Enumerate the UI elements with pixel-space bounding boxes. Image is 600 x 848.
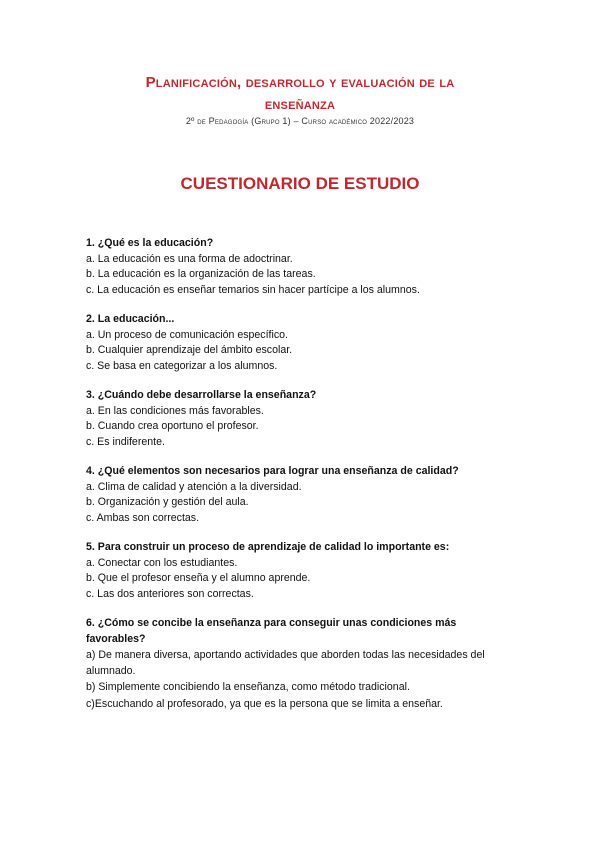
section-title: CUESTIONARIO DE ESTUDIO xyxy=(180,174,420,193)
question-2 xyxy=(86,312,516,374)
document-title xyxy=(40,72,560,116)
question-4 xyxy=(86,464,516,526)
answer-option: c. Es indiferente. xyxy=(86,435,165,448)
answer-option: b. Cuando crea oportuno el profesor. xyxy=(86,420,259,432)
answer-option: c. Se basa en categorizar a los alumnos. xyxy=(86,359,278,372)
question-text: 4. ¿Qué elementos son necesarios para lograr una enseñanza de calidad? xyxy=(86,465,459,477)
answer-option: b. Que el profesor enseña y el alumno aprende. xyxy=(86,572,311,584)
answer-option: b. Organización y gestión del aula. xyxy=(86,496,249,508)
answer-option: a) De manera diversa, aportando actividades que aborden todas las necesidades del alumnado. xyxy=(86,649,485,677)
answer-option: b. Cualquier aprendizaje del ámbito escolar. xyxy=(86,344,293,356)
question-3 xyxy=(86,388,516,450)
answer-option: c. La educación es enseñar temarios sin hacer partícipe a los alumnos. xyxy=(86,283,420,296)
questionnaire xyxy=(86,236,516,726)
question-5 xyxy=(86,540,516,602)
question-text: 2. La educación... xyxy=(86,313,175,325)
answer-option: c. Ambas son correctas. xyxy=(86,511,200,524)
answer-option: b) Simplemente concibiendo la enseñanza, como método tradicional. xyxy=(86,681,410,693)
question-1 xyxy=(86,236,516,298)
question-text: 6. ¿Cómo se concibe la enseñanza para conseguir unas condiciones más favorables? xyxy=(86,617,457,645)
question-6 xyxy=(86,616,516,712)
answer-option: a. Clima de calidad y atención a la diversidad. xyxy=(86,480,302,493)
answer-option: b. La educación es la organización de las tareas. xyxy=(86,268,316,280)
answer-option: a. La educación es una forma de adoctrinar. xyxy=(86,252,293,265)
answer-option: c)Escuchando al profesorado, ya que es la persona que se limita a enseñar. xyxy=(86,697,443,710)
question-text: 3. ¿Cuándo debe desarrollarse la enseñanza? xyxy=(86,389,317,401)
document-title-line-1: Planificación, desarrollo y evaluación de la xyxy=(145,74,455,91)
answer-option: c. Las dos anteriores son correctas. xyxy=(86,587,254,600)
document-subtitle: 2º de Pedagogía (Grupo 1) – Curso académico 2022/2023 xyxy=(185,116,415,126)
question-text: 5. Para construir un proceso de aprendizaje de calidad lo importante es: xyxy=(86,541,450,553)
answer-option: a. Un proceso de comunicación específico. xyxy=(86,328,288,341)
answer-option: a. En las condiciones más favorables. xyxy=(86,404,264,417)
question-text: 1. ¿Qué es la educación? xyxy=(86,237,214,249)
answer-option: a. Conectar con los estudiantes. xyxy=(86,556,238,569)
document-title-line-2: enseñanza xyxy=(264,96,336,113)
